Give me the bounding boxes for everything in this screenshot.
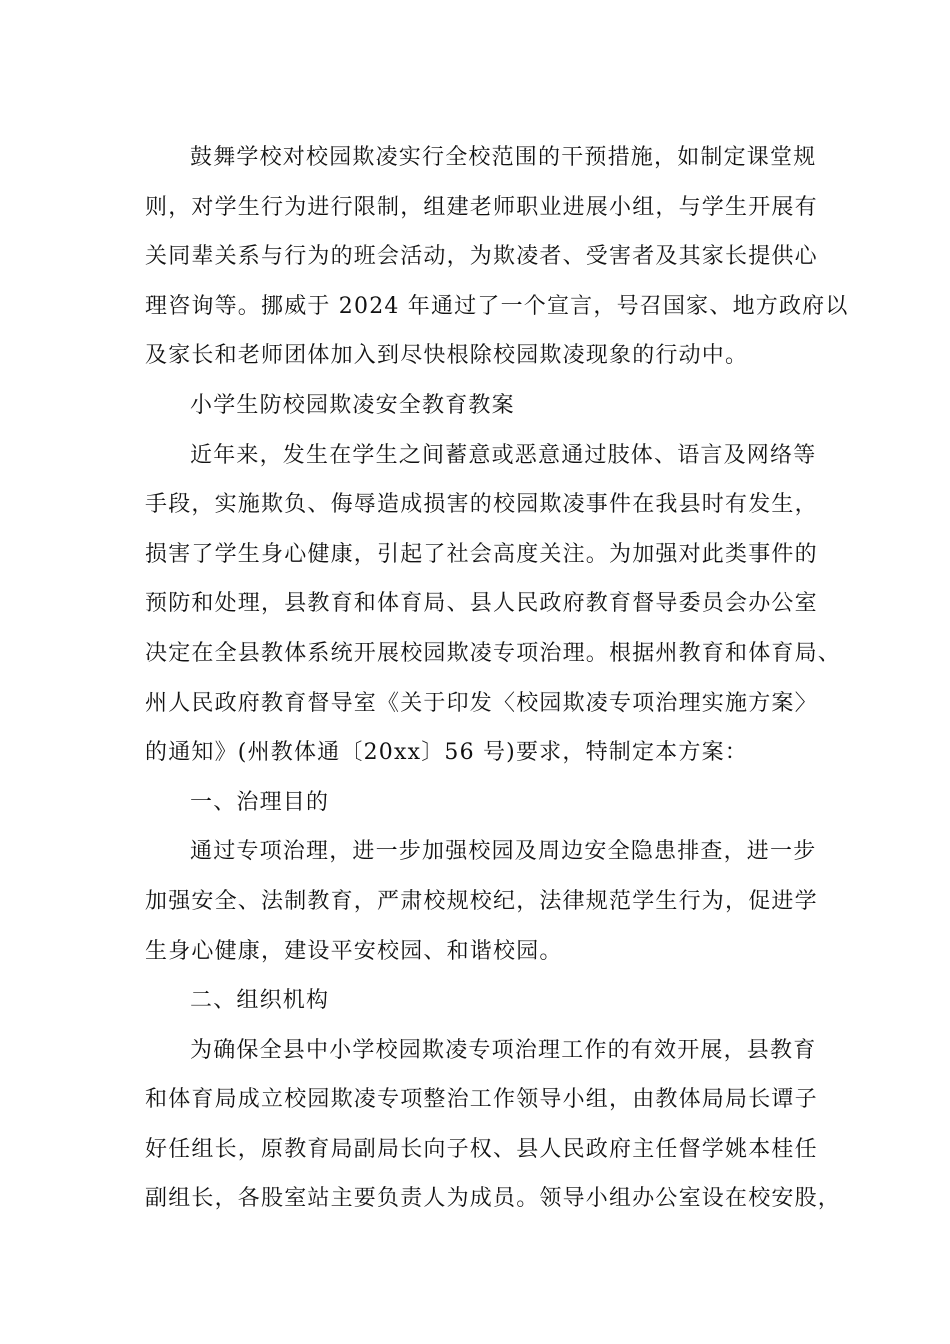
text-line: 预防和处理，县教育和体育局、县人民政府教育督导委员会办公室 <box>145 591 818 617</box>
text-line: 鼓舞学校对校园欺凌实行全校范围的干预措施，如制定课堂规 <box>190 145 817 170</box>
section-heading: 一、治理目的 <box>190 789 330 815</box>
text-line: 好任组长，原教育局副局长向子权、县人民政府主任督学姚本桂任 <box>145 1136 818 1162</box>
text-line: 则，对学生行为进行限制，组建老师职业进展小组，与学生开展有 <box>145 194 818 220</box>
text-line: 加强安全、法制教育，严肃校规校纪，法律规范学生行为，促进学 <box>145 888 818 914</box>
text-line: 理咨询等。挪威于 2024 年通过了一个宣言，号召国家、地方政府以 <box>145 293 849 319</box>
text-line: 及家长和老师团体加入到尽快根除校园欺凌现象的行动中。 <box>145 343 749 369</box>
text-line: 近年来，发生在学生之间蓄意或恶意通过肢体、语言及网络等 <box>190 442 817 468</box>
text-line: 为确保全县中小学校园欺凌专项治理工作的有效开展，县教育 <box>190 1037 817 1063</box>
document-body <box>145 133 849 1224</box>
text-line: 手段，实施欺负、侮辱造成损害的校园欺凌事件在我县时有发生， <box>145 492 818 518</box>
text-line: 关同辈关系与行为的班会活动，为欺凌者、受害者及其家长提供心 <box>145 244 818 270</box>
text-line: 的通知》(州教体通〔20xx〕56 号)要求，特制定本方案： <box>145 740 748 766</box>
section-heading: 二、组织机构 <box>190 988 330 1014</box>
text-line: 和体育局成立校园欺凌专项整治工作领导小组，由教体局局长谭子 <box>145 1087 818 1113</box>
text-line: 生身心健康，建设平安校园、和谐校园。 <box>145 938 563 964</box>
text-line: 决定在全县教体系统开展校园欺凌专项治理。根据州教育和体育局、 <box>145 640 842 666</box>
text-line: 州人民政府教育督导室《关于印发〈校园欺凌专项治理实施方案〉 <box>145 690 818 716</box>
section-heading: 小学生防校园欺凌安全教育教案 <box>190 392 515 418</box>
text-line: 通过专项治理，进一步加强校园及周边安全隐患排查，进一步 <box>190 839 817 865</box>
text-line: 副组长，各股室站主要负责人为成员。领导小组办公室设在校安股， <box>145 1186 842 1212</box>
text-line: 损害了学生身心健康，引起了社会高度关注。为加强对此类事件的 <box>145 541 818 567</box>
